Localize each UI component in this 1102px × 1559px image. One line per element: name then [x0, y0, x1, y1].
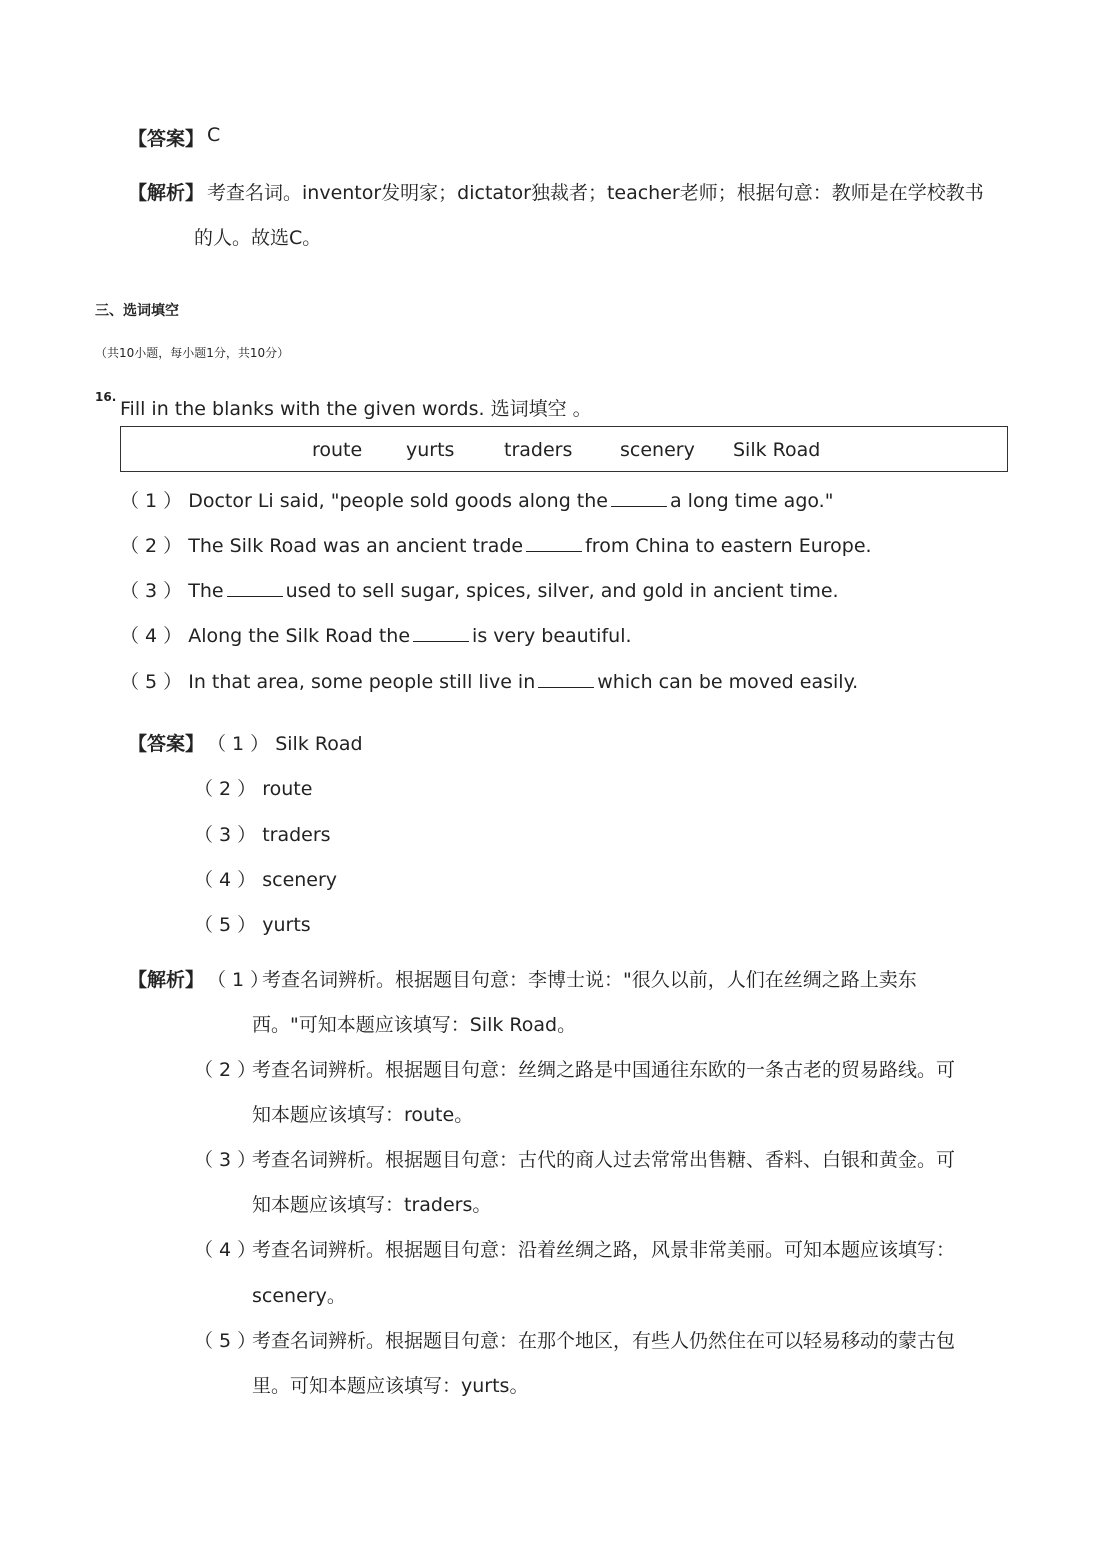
answer-number: （ 5 ） — [194, 914, 257, 936]
item-text: In that area, some people still live in — [188, 671, 536, 693]
word-bank-item: traders — [504, 439, 573, 461]
word-bank-item: route — [312, 439, 363, 461]
answer-number: （ 1 ） — [207, 733, 270, 755]
item-text: The — [188, 580, 224, 602]
word-bank — [120, 426, 1008, 472]
analysis-line: 考查名词辨析。根据题目句意：古代的商人过去常常出售糖、香料、白银和黄金。可 — [252, 1149, 956, 1171]
question-item — [120, 621, 632, 648]
word-bank-item: Silk Road — [733, 439, 821, 461]
item-text: which can be moved easily. — [597, 671, 859, 693]
question-item — [120, 486, 833, 513]
item-text: used to sell sugar, spices, silver, and gold in ancient time. — [285, 580, 839, 602]
item-text: Doctor Li said, "people sold goods along the — [188, 490, 608, 512]
answer-value: C — [207, 124, 221, 146]
analysis-line: 知本题应该填写：traders。 — [252, 1194, 492, 1216]
answer-number: （ 3 ） — [194, 824, 257, 846]
analysis-line: 考查名词辨析。根据题目句意：李博士说："很久以前，人们在丝绸之路上卖东 — [262, 969, 917, 991]
analysis-line: 里。可知本题应该填写：yurts。 — [252, 1375, 529, 1397]
answer-text: yurts — [262, 914, 311, 936]
blank-line — [413, 640, 469, 642]
item-number: （ 1 ） — [120, 490, 183, 512]
question-item — [120, 576, 839, 603]
answer-number: （ 2 ） — [194, 778, 257, 800]
blank-line — [227, 595, 283, 597]
analysis-line: 考查名词辨析。根据题目句意：丝绸之路是中国通往东欧的一条古老的贸易路线。可 — [252, 1059, 956, 1081]
question-item — [120, 531, 872, 558]
word-bank-item: scenery — [620, 439, 695, 461]
item-text: Along the Silk Road the — [188, 625, 411, 647]
analysis-number: （ 1 ） — [207, 969, 270, 991]
item-text: from China to eastern Europe. — [585, 535, 872, 557]
question-item — [120, 667, 858, 694]
analysis-number: （ 5 ） — [194, 1330, 257, 1352]
answer-label: 【答案】 — [128, 128, 205, 150]
item-number: （ 5 ） — [120, 671, 183, 693]
blank-line — [538, 686, 594, 688]
blank-line — [526, 550, 582, 552]
answer-item — [194, 774, 312, 801]
analysis-line: 考查名词辨析。根据题目句意：沿着丝绸之路，风景非常美丽。可知本题应该填写： — [252, 1239, 956, 1261]
section-title: 三、选词填空 — [95, 303, 179, 319]
analysis-number: （ 2 ） — [194, 1059, 257, 1081]
answer-item — [194, 865, 337, 892]
answer-item — [194, 910, 311, 937]
item-text: The Silk Road was an ancient trade — [188, 535, 524, 557]
analysis-label: 【解析】 — [128, 182, 205, 204]
answer-item — [207, 729, 363, 756]
analysis-line: 知本题应该填写：route。 — [252, 1104, 474, 1126]
answer-text: Silk Road — [275, 733, 363, 755]
item-number: （ 4 ） — [120, 625, 183, 647]
item-text: is very beautiful. — [472, 625, 632, 647]
item-number: （ 3 ） — [120, 580, 183, 602]
item-text: a long time ago." — [669, 490, 834, 512]
question-number: 16. — [95, 390, 117, 404]
analysis-line: 西。"可知本题应该填写：Silk Road。 — [252, 1014, 577, 1036]
analysis-line: 考查名词辨析。根据题目句意：在那个地区，有些人仍然住在可以轻易移动的蒙古包 — [252, 1330, 956, 1352]
answer-text: scenery — [262, 869, 338, 891]
analysis-number: （ 3 ） — [194, 1149, 257, 1171]
section-subtitle: （共10小题，每小题1分，共10分） — [95, 346, 290, 360]
blank-line — [611, 505, 667, 507]
answer-text: traders — [262, 824, 331, 846]
item-number: （ 2 ） — [120, 535, 183, 557]
analysis-label: 【解析】 — [128, 969, 205, 991]
answer-number: （ 4 ） — [194, 869, 257, 891]
answer-label: 【答案】 — [128, 733, 205, 755]
analysis-line: 的人。故选C。 — [194, 227, 322, 249]
answer-text: route — [262, 778, 313, 800]
analysis-number: （ 4 ） — [194, 1239, 257, 1261]
question-prompt: Fill in the blanks with the given words. 选词填空 。 — [120, 398, 592, 420]
answer-item — [194, 820, 331, 847]
analysis-line: 考查名词。inventor发明家；dictator独裁者；teacher老师；根据句意：教师是在学校教书 — [207, 182, 984, 204]
word-bank-item: yurts — [406, 439, 455, 461]
analysis-line: scenery。 — [252, 1285, 346, 1307]
